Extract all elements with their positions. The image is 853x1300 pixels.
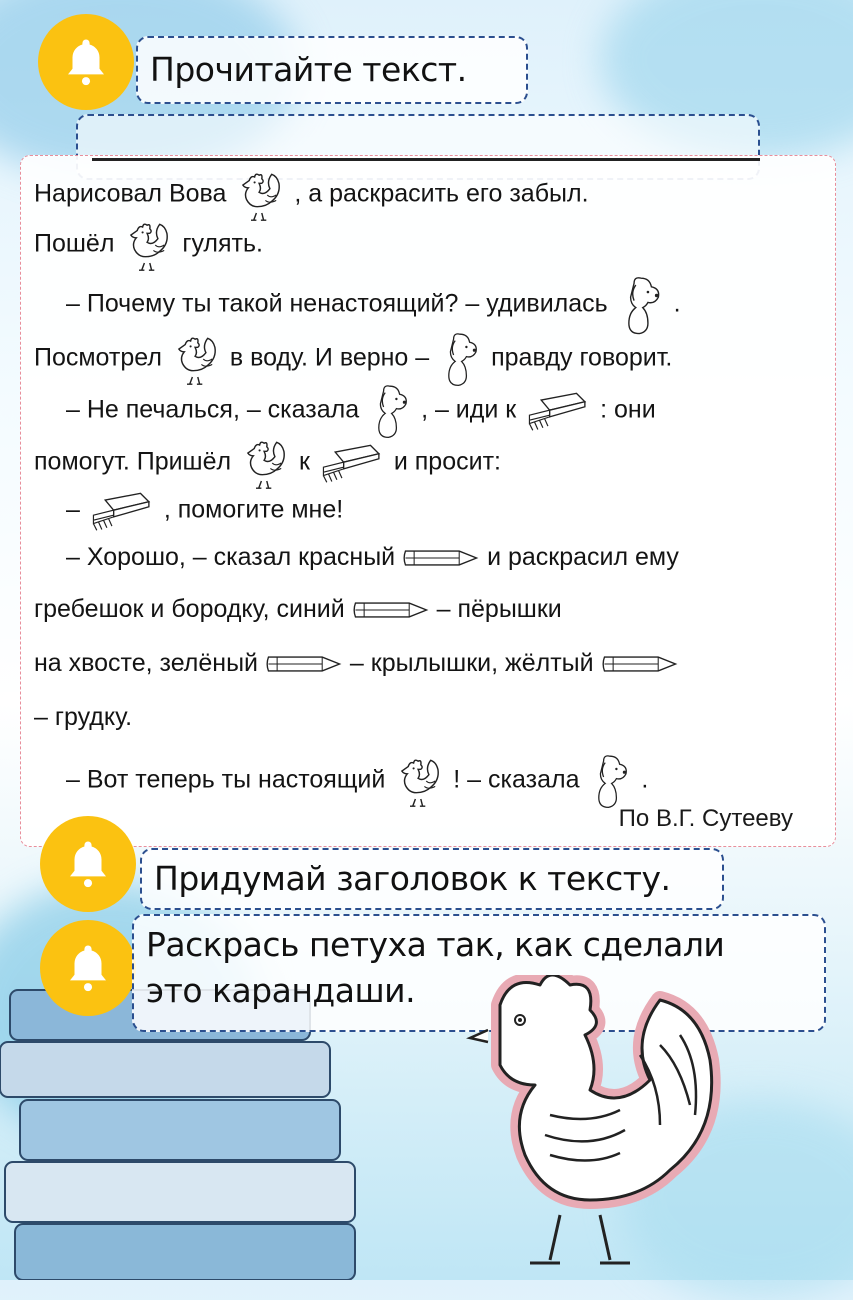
puppy-icon xyxy=(366,382,414,440)
puppy-icon xyxy=(436,330,484,388)
story-text: гулять. xyxy=(182,229,263,258)
story-text: – пёрышки xyxy=(436,595,562,623)
pencil-icon xyxy=(601,652,679,676)
story-line xyxy=(66,752,648,810)
story-text: : они xyxy=(600,395,656,424)
task-read-label: Прочитайте текст. xyxy=(150,50,467,89)
story-text: гребешок и бородку, синий xyxy=(34,595,345,623)
puppy-icon xyxy=(586,752,634,810)
story-text: . xyxy=(641,765,649,794)
story-line xyxy=(34,330,672,388)
story-text: – Вот теперь ты настоящий xyxy=(66,765,386,794)
story-text: в воду. И верно – xyxy=(229,343,430,372)
story-text: ! – сказала xyxy=(453,765,580,794)
pencils-box-icon xyxy=(87,490,157,532)
story-line xyxy=(34,168,589,222)
story-text: к xyxy=(299,447,310,476)
story-line xyxy=(66,274,681,336)
story-line xyxy=(34,646,679,680)
story-text: Нарисовал Вова xyxy=(34,179,227,208)
story-text: Пошёл xyxy=(34,229,115,258)
task-color-label-1: Раскрась петуха так, как сделали xyxy=(146,925,725,964)
story-text: – Не печалься, – сказала xyxy=(66,395,360,424)
story-text: – крылышки, жёлтый xyxy=(349,649,594,677)
task-title-label: Придумай заголовок к тексту. xyxy=(154,859,671,898)
story-text: – xyxy=(66,495,80,524)
story-text: правду говорит. xyxy=(491,343,673,372)
story-line xyxy=(34,436,501,490)
story-text: – Почему ты такой ненастоящий? – удивилась xyxy=(66,289,608,318)
story-text: , помогите мне! xyxy=(163,495,344,524)
rooster-icon xyxy=(392,754,446,808)
story-text: , – иди к xyxy=(421,395,517,424)
rooster-coloring-picture xyxy=(440,975,740,1275)
story-text: . xyxy=(673,289,681,318)
task-read-text xyxy=(136,36,528,104)
bell-icon xyxy=(38,14,134,110)
story-text: – Хорошо, – сказал красный xyxy=(66,543,396,571)
puppy-icon xyxy=(615,274,667,336)
story-text: на хвосте, зелёный xyxy=(34,649,259,677)
rooster-icon xyxy=(121,218,175,272)
rooster-icon xyxy=(233,168,287,222)
pencil-icon xyxy=(265,652,343,676)
story-text: Посмотрел xyxy=(34,343,162,372)
story-text: и просит: xyxy=(393,447,501,476)
pencils-box-icon xyxy=(523,390,593,432)
story-line xyxy=(34,700,132,734)
pencil-icon xyxy=(402,546,480,570)
story-text: и раскрасил ему xyxy=(487,543,679,571)
bell-icon xyxy=(40,816,136,912)
story-line xyxy=(66,490,343,532)
task-color-label-2: это карандаши. xyxy=(146,971,416,1010)
story-line xyxy=(66,540,679,574)
task-title xyxy=(140,848,724,910)
pencils-box-icon xyxy=(317,442,387,484)
story-text: , а раскрасить его забыл. xyxy=(294,179,589,208)
author-credit: По В.Г. Сутееву xyxy=(618,805,793,832)
story-line xyxy=(66,382,656,440)
pencil-icon xyxy=(352,598,430,622)
rooster-icon xyxy=(238,436,292,490)
story-text: помогут. Пришёл xyxy=(34,447,232,476)
story-line xyxy=(34,592,562,626)
story-text: – грудку. xyxy=(34,703,133,731)
bell-icon xyxy=(40,920,136,1016)
rooster-icon xyxy=(169,332,223,386)
story-line xyxy=(34,218,263,272)
title-blank-line xyxy=(92,158,760,161)
